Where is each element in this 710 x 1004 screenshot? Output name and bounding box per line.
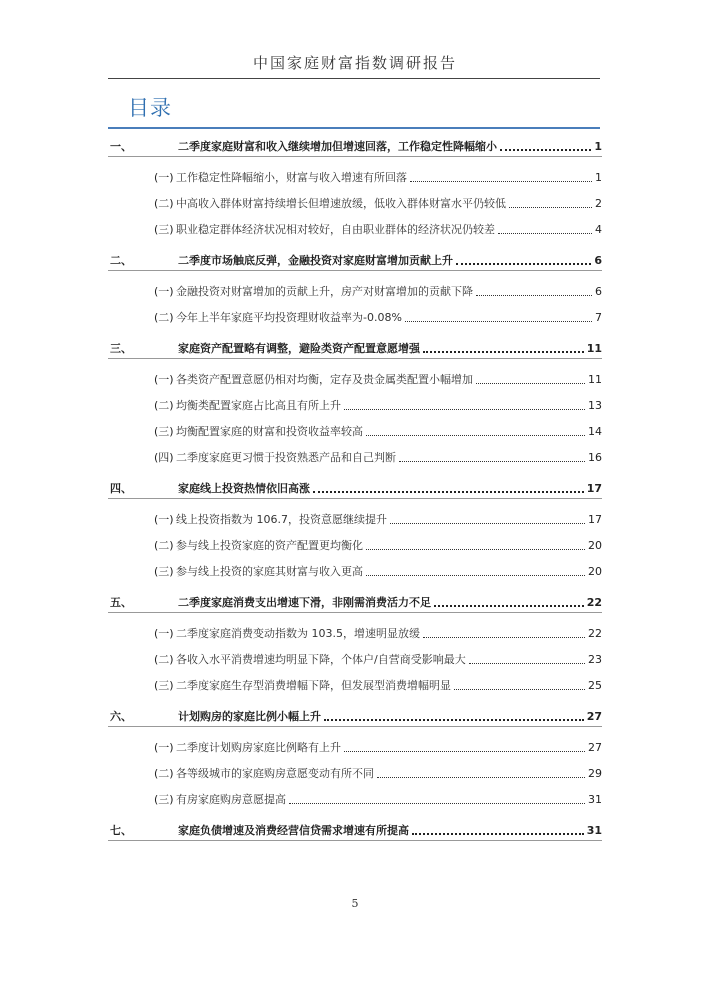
- toc-section-entry[interactable]: [110, 193, 602, 211]
- toc-section-entry[interactable]: [110, 395, 602, 413]
- toc-entry-number: (一): [154, 373, 174, 386]
- toc-dot-leader: [377, 777, 585, 778]
- toc-entry-page: 20: [588, 565, 602, 578]
- running-header: 中国家庭财富指数调研报告: [252, 54, 457, 72]
- toc-entry-text: 家庭负债增速及消费经营信贷需求增速有所提高: [178, 824, 409, 837]
- toc-entry-number: 三、: [110, 342, 132, 355]
- toc-entry-number: (二): [154, 399, 174, 412]
- toc-chapter-entry[interactable]: [110, 136, 602, 154]
- toc-entry-number: (三): [154, 793, 174, 806]
- toc-dot-leader: [399, 461, 585, 462]
- toc-section-entry[interactable]: [110, 789, 602, 807]
- toc-entry-text: 各类资产配置意愿仍相对均衡，定存及贵金属类配置小幅增加: [176, 373, 473, 386]
- toc-entry-text: 二季度家庭更习惯于投资熟悉产品和自己判断: [176, 451, 396, 464]
- toc-entry-text: 二季度市场触底反弹，金融投资对家庭财富增加贡献上升: [178, 254, 453, 267]
- toc-entry-page: 11: [586, 342, 602, 355]
- toc-entry-text: 参与线上投资家庭的资产配置更均衡化: [176, 539, 363, 552]
- toc-entry-text: 均衡配置家庭的财富和投资收益率较高: [176, 425, 363, 438]
- toc-entry-number: (三): [154, 679, 174, 692]
- toc-chapter-rule: [108, 270, 602, 271]
- toc-entry-page: 31: [586, 824, 602, 837]
- toc-dot-leader: [509, 207, 592, 208]
- toc-entry-text: 各等级城市的家庭购房意愿变动有所不同: [176, 767, 374, 780]
- page-number: 5: [351, 897, 359, 910]
- toc-entry-text: 计划购房的家庭比例小幅上升: [178, 710, 321, 723]
- toc-entry-page: 22: [586, 596, 602, 609]
- toc-entry-number: (一): [154, 285, 174, 298]
- toc-section-entry[interactable]: [110, 369, 602, 387]
- toc-entry-number: (二): [154, 539, 174, 552]
- toc-dot-leader: [434, 605, 584, 607]
- toc-section-entry[interactable]: [110, 649, 602, 667]
- toc-entry-page: 31: [588, 793, 602, 806]
- toc-entry-text: 各收入水平消费增速均明显下降，个体户/自营商受影响最大: [176, 653, 466, 666]
- toc-dot-leader: [366, 435, 585, 436]
- toc-dot-leader: [469, 663, 585, 664]
- toc-entry-number: (三): [154, 223, 174, 236]
- toc-entry-number: (一): [154, 627, 174, 640]
- toc-section-entry[interactable]: [110, 509, 602, 527]
- toc-entry-text: 工作稳定性降幅缩小，财富与收入增速有所回落: [176, 171, 407, 184]
- toc-section-entry[interactable]: [110, 675, 602, 693]
- toc-entry-number: (三): [154, 425, 174, 438]
- toc-entry-text: 参与线上投资的家庭其财富与收入更高: [176, 565, 363, 578]
- toc-chapter-rule: [108, 156, 602, 157]
- toc-dot-leader: [423, 637, 585, 638]
- toc-chapter-entry[interactable]: [110, 592, 602, 610]
- toc-entry-page: 1: [595, 171, 602, 184]
- toc-dot-leader: [344, 751, 585, 752]
- toc-dot-leader: [476, 295, 592, 296]
- toc-entry-text: 二季度家庭生存型消费增幅下降，但发展型消费增幅明显: [176, 679, 451, 692]
- toc-section-entry[interactable]: [110, 219, 602, 237]
- toc-entry-number: 六、: [110, 710, 132, 723]
- toc-entry-number: (一): [154, 741, 174, 754]
- toc-entry-number: (一): [154, 513, 174, 526]
- toc-entry-page: 7: [595, 311, 602, 324]
- toc-entry-number: (四): [154, 451, 174, 464]
- toc-entry-page: 6: [594, 254, 602, 267]
- toc-entry-page: 6: [595, 285, 602, 298]
- toc-section-entry[interactable]: [110, 737, 602, 755]
- toc-dot-leader: [366, 575, 585, 576]
- toc-dot-leader: [366, 549, 585, 550]
- toc-section-entry[interactable]: [110, 307, 602, 325]
- toc-dot-leader: [313, 491, 584, 493]
- toc-entry-page: 11: [588, 373, 602, 386]
- toc-section-entry[interactable]: [110, 421, 602, 439]
- toc-entry-number: (二): [154, 311, 174, 324]
- toc-dot-leader: [423, 351, 584, 353]
- toc-entry-text: 中高收入群体财富持续增长但增速放缓，低收入群体财富水平仍较低: [176, 197, 506, 210]
- toc-entry-page: 17: [586, 482, 602, 495]
- toc-entry-number: (二): [154, 653, 174, 666]
- toc-dot-leader: [324, 719, 584, 721]
- toc-entry-page: 23: [588, 653, 602, 666]
- toc-chapter-entry[interactable]: [110, 706, 602, 724]
- toc-section-entry[interactable]: [110, 763, 602, 781]
- toc-dot-leader: [405, 321, 592, 322]
- toc-chapter-rule: [108, 612, 602, 613]
- toc-entry-text: 二季度家庭消费支出增速下滑，非刚需消费活力不足: [178, 596, 431, 609]
- toc-dot-leader: [390, 523, 585, 524]
- toc-entry-page: 1: [594, 140, 602, 153]
- toc-entry-page: 22: [588, 627, 602, 640]
- toc-dot-leader: [410, 181, 592, 182]
- toc-entry-page: 17: [588, 513, 602, 526]
- toc-entry-page: 20: [588, 539, 602, 552]
- toc-entry-page: 16: [588, 451, 602, 464]
- toc-entry-number: (二): [154, 197, 174, 210]
- toc-entry-number: 七、: [110, 824, 132, 837]
- toc-chapter-rule: [108, 498, 602, 499]
- toc-entry-number: (三): [154, 565, 174, 578]
- toc-dot-leader: [456, 263, 591, 265]
- toc-dot-leader: [476, 383, 585, 384]
- toc-entry-text: 职业稳定群体经济状况相对较好，自由职业群体的经济状况仍较差: [176, 223, 495, 236]
- toc-entry-number: (一): [154, 171, 174, 184]
- toc-section-entry[interactable]: [110, 561, 602, 579]
- toc-entry-text: 家庭资产配置略有调整，避险类资产配置意愿增强: [178, 342, 420, 355]
- toc-entry-number: (二): [154, 767, 174, 780]
- toc-entry-page: 4: [595, 223, 602, 236]
- toc-chapter-entry[interactable]: [110, 820, 602, 838]
- toc-chapter-rule: [108, 358, 602, 359]
- toc-section-entry[interactable]: [110, 281, 602, 299]
- toc-entry-number: 二、: [110, 254, 132, 267]
- toc-chapter-entry[interactable]: [110, 478, 602, 496]
- toc-entry-number: 五、: [110, 596, 132, 609]
- toc-section-entry[interactable]: [110, 447, 602, 465]
- toc-entry-number: 一、: [110, 140, 132, 153]
- toc-entry-page: 27: [588, 741, 602, 754]
- toc-entry-text: 金融投资对财富增加的贡献上升，房产对财富增加的贡献下降: [176, 285, 473, 298]
- toc-dot-leader: [498, 233, 592, 234]
- toc-dot-leader: [500, 149, 591, 151]
- toc-entry-text: 均衡类配置家庭占比高且有所上升: [176, 399, 341, 412]
- toc-chapter-rule: [108, 726, 602, 727]
- toc-entry-text: 有房家庭购房意愿提高: [176, 793, 286, 806]
- toc-section-entry[interactable]: [110, 167, 602, 185]
- toc-chapter-entry[interactable]: [110, 338, 602, 356]
- toc-entry-page: 29: [588, 767, 602, 780]
- toc-entry-text: 二季度计划购房家庭比例略有上升: [176, 741, 341, 754]
- toc-chapter-entry[interactable]: [110, 250, 602, 268]
- toc-dot-leader: [454, 689, 585, 690]
- toc-entry-text: 今年上半年家庭平均投资理财收益率为-0.08%: [176, 311, 402, 324]
- toc-entry-page: 13: [588, 399, 602, 412]
- toc-entry-text: 家庭线上投资热情依旧高涨: [178, 482, 310, 495]
- toc-dot-leader: [289, 803, 585, 804]
- toc-entry-text: 线上投资指数为 106.7，投资意愿继续提升: [176, 513, 387, 526]
- toc-section-entry[interactable]: [110, 623, 602, 641]
- toc-dot-leader: [344, 409, 585, 410]
- toc-entry-text: 二季度家庭财富和收入继续增加但增速回落，工作稳定性降幅缩小: [178, 140, 497, 153]
- toc-entry-page: 27: [586, 710, 602, 723]
- toc-entry-number: 四、: [110, 482, 132, 495]
- toc-dot-leader: [412, 833, 584, 835]
- toc-section-entry[interactable]: [110, 535, 602, 553]
- toc-chapter-rule: [108, 840, 602, 841]
- toc-entry-page: 2: [595, 197, 602, 210]
- toc-title: 目录: [128, 96, 172, 120]
- toc-entry-page: 14: [588, 425, 602, 438]
- toc-entry-page: 25: [588, 679, 602, 692]
- toc-entry-text: 二季度家庭消费变动指数为 103.5，增速明显放缓: [176, 627, 420, 640]
